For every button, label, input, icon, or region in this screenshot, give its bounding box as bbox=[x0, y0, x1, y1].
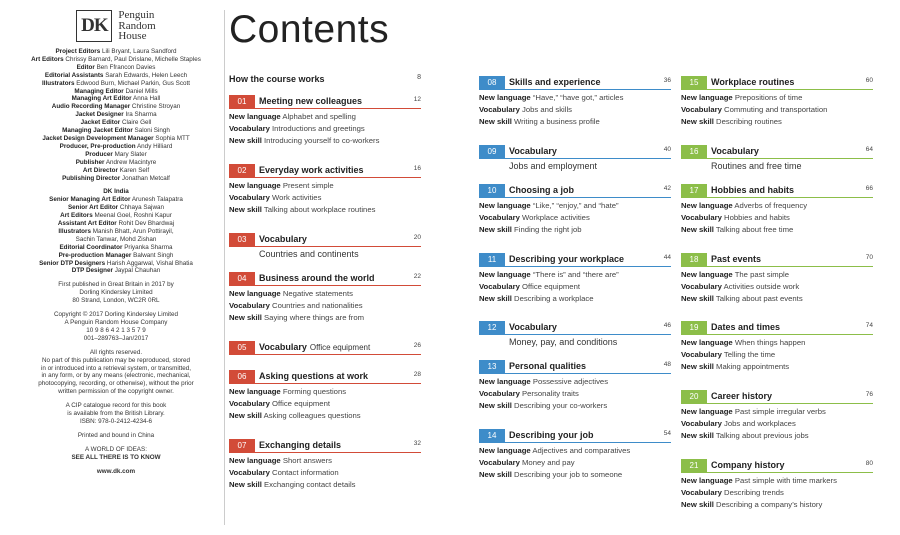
unit-header bbox=[479, 429, 671, 443]
unit-number-badge: 18 bbox=[681, 253, 707, 266]
unit-entry[interactable] bbox=[681, 253, 873, 304]
imprint-line: 10 9 8 6 4 2 1 3 5 7 9 bbox=[86, 326, 146, 334]
new-skill-line: New skill Introducing yourself to co-workers bbox=[229, 135, 380, 145]
unit-page-number: 70 bbox=[865, 254, 873, 262]
imprint-line: A Penguin Random House Company bbox=[64, 319, 168, 326]
credit-line: Illustrators Edwood Burn, Michael Parkin, Gus Scott bbox=[41, 79, 191, 87]
unit-entry[interactable] bbox=[681, 145, 873, 172]
credit-line: Managing Editor Daniel Mills bbox=[74, 87, 158, 95]
credit-line: Jacket Designer Ira Sharma bbox=[75, 111, 157, 119]
credit-line: Art Editors Meenal Goel, Roshni Kapur bbox=[60, 212, 172, 220]
unit-page-number: 22 bbox=[413, 273, 421, 281]
unit-page-number: 42 bbox=[663, 185, 671, 193]
vocabulary-line: Vocabulary Telling the time bbox=[681, 349, 776, 359]
new-skill-line: New skill Exchanging contact details bbox=[229, 479, 356, 489]
unit-header bbox=[229, 439, 421, 453]
new-skill-line: New skill Describing your co-workers bbox=[479, 400, 608, 410]
unit-number-badge: 08 bbox=[479, 76, 505, 89]
rights-block bbox=[14, 349, 218, 396]
credit-line: Editorial Assistants Sarah Edwards, Helen Leech bbox=[44, 71, 188, 79]
imprint-column bbox=[14, 10, 218, 476]
unit-page-number: 80 bbox=[865, 460, 873, 468]
course-intro-entry[interactable] bbox=[229, 74, 421, 84]
unit-title: Workplace routines bbox=[711, 76, 795, 87]
unit-page-number: 54 bbox=[663, 430, 671, 438]
credit-line: Publishing Director Jonathan Metcalf bbox=[62, 174, 170, 182]
credit-line: Editorial Coordinator Priyanka Sharma bbox=[59, 243, 173, 251]
new-language-line: New language Present simple bbox=[229, 181, 334, 190]
new-skill-line: New skill Writing a business profile bbox=[479, 116, 600, 126]
unit-inline-subtitle: Office equipment bbox=[309, 342, 371, 352]
unit-number-badge: 12 bbox=[479, 321, 505, 334]
unit-title: Exchanging details bbox=[259, 439, 342, 450]
unit-header bbox=[229, 164, 421, 178]
unit-number-badge: 11 bbox=[479, 253, 505, 266]
new-language-line: New language Prepositions of time bbox=[681, 93, 803, 102]
new-language-line: New language “Have,” “have got,” articles bbox=[479, 93, 624, 102]
unit-title: Describing your workplace bbox=[509, 253, 625, 264]
vocabulary-line: Vocabulary Countries and nationalities bbox=[229, 300, 363, 310]
new-skill-line: New skill Describing routines bbox=[681, 116, 782, 126]
unit-title: Company history bbox=[711, 459, 785, 470]
unit-page-number: 74 bbox=[865, 322, 873, 330]
new-skill-line: New skill Talking about free time bbox=[681, 224, 794, 234]
vocabulary-subtitle: Routines and free time bbox=[711, 161, 802, 171]
unit-entry[interactable] bbox=[479, 76, 671, 127]
page-title: Contents bbox=[229, 8, 390, 51]
unit-header bbox=[681, 76, 873, 90]
unit-number-badge: 16 bbox=[681, 145, 707, 158]
credit-line: Senior DTP Designers Harish Aggarwal, Vishal Bhatia bbox=[39, 259, 193, 267]
credit-line: Managing Art Editor Anna Hall bbox=[71, 95, 161, 103]
unit-entry[interactable] bbox=[479, 253, 671, 304]
publisher-logo bbox=[14, 10, 218, 42]
unit-title: Meeting new colleagues bbox=[259, 95, 363, 106]
vocabulary-line: Vocabulary Activities outside work bbox=[681, 281, 800, 291]
credit-line: Pre-production Manager Balwant Singh bbox=[58, 251, 174, 259]
vocabulary-line: Vocabulary Work activities bbox=[229, 192, 322, 202]
unit-title: Everyday work activities bbox=[259, 164, 364, 175]
unit-header bbox=[229, 341, 421, 355]
new-language-line: New language Forming questions bbox=[229, 387, 347, 396]
website-link[interactable]: www.dk.com bbox=[96, 467, 136, 475]
imprint-line: No part of this publication may be reproduced, stored bbox=[41, 356, 191, 364]
credit-line: Assistant Art Editor Rohit Dev Bhardwaj bbox=[57, 220, 175, 228]
unit-header bbox=[479, 184, 671, 198]
unit-title: Vocabulary bbox=[259, 341, 307, 352]
credits-india bbox=[14, 196, 218, 275]
unit-header bbox=[229, 272, 421, 286]
unit-entry[interactable] bbox=[229, 164, 421, 215]
unit-entry[interactable] bbox=[479, 360, 671, 411]
credit-line: Managing Jacket Editor Saloni Singh bbox=[62, 127, 170, 135]
unit-title: Skills and experience bbox=[509, 76, 601, 87]
new-language-line: New language “Like,” “enjoy,” and “hate” bbox=[479, 201, 619, 210]
unit-title: Describing your job bbox=[509, 429, 594, 440]
new-language-line: New language When things happen bbox=[681, 338, 806, 347]
unit-entry[interactable] bbox=[229, 370, 421, 421]
credit-line: Jacket Design Development Manager Sophia MTT bbox=[42, 134, 190, 142]
imprint-line: in any form, or by any means (electronic, mechanical, bbox=[41, 372, 191, 380]
unit-entry[interactable] bbox=[229, 341, 421, 355]
credit-line: Jacket Editor Claire Gell bbox=[80, 119, 152, 127]
unit-header bbox=[479, 360, 671, 374]
vocabulary-line: Vocabulary Workplace activities bbox=[479, 212, 590, 222]
unit-number-badge: 04 bbox=[229, 272, 255, 285]
column-divider bbox=[224, 10, 225, 525]
imprint-line: Dorling Kindersley Limited bbox=[79, 289, 153, 297]
vocabulary-line: Vocabulary Introductions and greetings bbox=[229, 123, 365, 133]
credit-line: Audio Recording Manager Christine Stroyan bbox=[51, 103, 181, 111]
unit-number-badge: 06 bbox=[229, 370, 255, 383]
unit-header bbox=[479, 145, 671, 159]
unit-header bbox=[479, 321, 671, 335]
unit-title: Business around the world bbox=[259, 272, 375, 283]
unit-number-badge: 20 bbox=[681, 390, 707, 403]
vocabulary-line: Vocabulary Money and pay bbox=[479, 457, 575, 467]
new-language-line: New language Past simple irregular verbs bbox=[681, 407, 826, 416]
unit-entry[interactable] bbox=[681, 321, 873, 372]
unit-header bbox=[479, 253, 671, 267]
unit-header bbox=[681, 390, 873, 404]
credit-line: DTP Designer Jaypal Chauhan bbox=[71, 267, 161, 275]
first-published bbox=[14, 281, 218, 305]
dk-logo-mark: DK bbox=[76, 10, 112, 42]
unit-entry[interactable] bbox=[229, 272, 421, 323]
unit-number-badge: 17 bbox=[681, 184, 707, 197]
penguin-random-house-wordmark: Penguin Random House bbox=[118, 9, 156, 43]
unit-header bbox=[229, 233, 421, 247]
credit-line: Senior Managing Art Editor Arunesh Talapatra bbox=[49, 196, 183, 204]
credits-india-heading: DK India bbox=[103, 188, 129, 196]
unit-page-number: 26 bbox=[413, 342, 421, 350]
printed-in: Printed and bound in China bbox=[77, 431, 155, 439]
course-intro-page: 8 bbox=[417, 74, 421, 81]
unit-page-number: 40 bbox=[663, 146, 671, 154]
imprint-line: Copyright © 2017 Dorling Kindersley Limited bbox=[54, 311, 178, 319]
unit-page-number: 44 bbox=[663, 254, 671, 262]
unit-title: Vocabulary bbox=[711, 145, 759, 156]
imprint-line: All rights reserved. bbox=[89, 348, 143, 356]
unit-title: Hobbies and habits bbox=[711, 184, 795, 195]
credit-line: Art Director Karen Self bbox=[82, 166, 150, 174]
vocabulary-line: Vocabulary Hobbies and habits bbox=[681, 212, 790, 222]
unit-entry[interactable] bbox=[681, 459, 873, 510]
new-language-line: New language Adjectives and comparatives bbox=[479, 446, 631, 455]
vocabulary-line: Vocabulary Commuting and transportation bbox=[681, 104, 828, 114]
vocabulary-line: Vocabulary Personality traits bbox=[479, 388, 579, 398]
unit-number-badge: 05 bbox=[229, 341, 255, 354]
unit-page-number: 36 bbox=[663, 77, 671, 85]
unit-entry[interactable] bbox=[229, 95, 421, 146]
unit-entry[interactable] bbox=[479, 429, 671, 480]
unit-title: Career history bbox=[711, 390, 773, 401]
vocabulary-subtitle: Money, pay, and conditions bbox=[509, 337, 618, 347]
new-language-line: New language Short answers bbox=[229, 456, 332, 465]
world-tagline: A WORLD OF IDEAS: bbox=[85, 445, 147, 453]
new-language-line: New language “There is” and “there are” bbox=[479, 270, 619, 279]
unit-page-number: 28 bbox=[413, 371, 421, 379]
new-skill-line: New skill Asking colleagues questions bbox=[229, 410, 361, 420]
unit-header bbox=[229, 370, 421, 384]
vocabulary-subtitle: Jobs and employment bbox=[509, 161, 598, 171]
unit-page-number: 60 bbox=[865, 77, 873, 85]
imprint-line: is available from the British Library. bbox=[67, 410, 165, 418]
credit-line: Project Editors Lili Bryant, Laura Sandford bbox=[55, 48, 177, 55]
unit-page-number: 20 bbox=[413, 234, 421, 242]
unit-page-number: 48 bbox=[663, 361, 671, 369]
unit-number-badge: 19 bbox=[681, 321, 707, 334]
imprint-line: ISBN: 978-0-2412-4234-6 bbox=[79, 417, 153, 425]
unit-title: Vocabulary bbox=[509, 321, 557, 332]
vocabulary-line: Vocabulary Office equipment bbox=[479, 281, 580, 291]
unit-title: Vocabulary bbox=[259, 233, 307, 244]
unit-page-number: 76 bbox=[865, 391, 873, 399]
imprint-line: First published in Great Britain in 2017 by bbox=[58, 281, 174, 289]
unit-title: Personal qualities bbox=[509, 360, 587, 371]
unit-header bbox=[681, 184, 873, 198]
unit-header bbox=[479, 76, 671, 90]
imprint-line: 001–289763–Jan/2017 bbox=[83, 334, 149, 342]
new-skill-line: New skill Saying where things are from bbox=[229, 312, 365, 322]
vocabulary-line: Vocabulary Jobs and skills bbox=[479, 104, 573, 114]
credit-line: Producer Mary Slater bbox=[85, 150, 147, 158]
unit-entry[interactable] bbox=[229, 233, 421, 260]
unit-title: Choosing a job bbox=[509, 184, 574, 195]
credit-line: Illustrators Manish Bhatt, Arun Pottirayil, bbox=[58, 227, 174, 235]
imprint-line: in or introduced into a retrieval system, or transmitted, bbox=[40, 364, 192, 372]
unit-header bbox=[681, 459, 873, 473]
credit-line: Producer, Pre-production Andy Hilliard bbox=[59, 142, 173, 150]
new-language-line: New language Alphabet and spelling bbox=[229, 112, 356, 121]
copyright-block bbox=[14, 311, 218, 343]
unit-number-badge: 02 bbox=[229, 164, 255, 177]
unit-header bbox=[681, 253, 873, 267]
unit-title: Dates and times bbox=[711, 321, 781, 332]
course-intro-label: How the course works bbox=[229, 74, 325, 84]
credit-line: Art Editors Chrissy Barnard, Paul Drislane, Michelle Staples bbox=[31, 55, 201, 63]
imprint-line: 80 Strand, London, WC2R 0RL bbox=[72, 297, 160, 305]
unit-number-badge: 15 bbox=[681, 76, 707, 89]
unit-entry[interactable] bbox=[681, 390, 873, 441]
credit-line: Sachin Tanwar, Mohd Zishan bbox=[75, 235, 157, 243]
unit-page-number: 46 bbox=[663, 322, 671, 330]
new-skill-line: New skill Talking about workplace routines bbox=[229, 204, 376, 214]
unit-entry[interactable] bbox=[479, 184, 671, 235]
unit-number-badge: 03 bbox=[229, 233, 255, 246]
unit-entry[interactable] bbox=[681, 76, 873, 127]
unit-title: Asking questions at work bbox=[259, 370, 369, 381]
unit-number-badge: 14 bbox=[479, 429, 505, 442]
credit-line: Editor Ben Ffrancon Davies bbox=[76, 63, 156, 71]
credits-uk bbox=[14, 48, 218, 182]
new-language-line: New language Possessive adjectives bbox=[479, 377, 609, 386]
cip-block bbox=[14, 402, 218, 426]
unit-page-number: 32 bbox=[413, 440, 421, 448]
new-language-line: New language Past simple with time markers bbox=[681, 476, 837, 485]
unit-page-number: 64 bbox=[865, 146, 873, 154]
unit-entry[interactable] bbox=[479, 321, 671, 348]
new-language-line: New language Negative statements bbox=[229, 289, 353, 298]
unit-number-badge: 13 bbox=[479, 360, 505, 373]
unit-entry[interactable] bbox=[681, 184, 873, 235]
vocabulary-line: Vocabulary Jobs and workplaces bbox=[681, 418, 796, 428]
imprint-line: written permission of the copyright owner. bbox=[58, 388, 174, 396]
vocabulary-line: Vocabulary Contact information bbox=[229, 467, 339, 477]
unit-number-badge: 01 bbox=[229, 95, 255, 108]
new-skill-line: New skill Describing a company’s history bbox=[681, 499, 823, 509]
imprint-line: photocopying, recording, or otherwise), without the prior bbox=[38, 380, 194, 388]
world-tagline-2: SEE ALL THERE IS TO KNOW bbox=[71, 453, 161, 461]
new-skill-line: New skill Talking about past events bbox=[681, 293, 803, 303]
vocabulary-line: Vocabulary Describing trends bbox=[681, 487, 784, 497]
unit-title: Vocabulary bbox=[509, 145, 557, 156]
unit-number-badge: 21 bbox=[681, 459, 707, 472]
unit-entry[interactable] bbox=[479, 145, 671, 172]
new-language-line: New language The past simple bbox=[681, 270, 789, 279]
new-skill-line: New skill Describing your job to someone bbox=[479, 469, 623, 479]
unit-page-number: 12 bbox=[413, 96, 421, 104]
unit-title: Past events bbox=[711, 253, 762, 264]
vocabulary-subtitle: Countries and continents bbox=[259, 249, 359, 259]
unit-header bbox=[229, 95, 421, 109]
unit-header bbox=[681, 321, 873, 335]
unit-page-number: 66 bbox=[865, 185, 873, 193]
new-skill-line: New skill Talking about previous jobs bbox=[681, 430, 809, 440]
unit-number-badge: 10 bbox=[479, 184, 505, 197]
new-skill-line: New skill Making appointments bbox=[681, 361, 790, 371]
new-language-line: New language Adverbs of frequency bbox=[681, 201, 808, 210]
unit-number-badge: 09 bbox=[479, 145, 505, 158]
credit-line: Senior Art Editor Chhaya Sajwan bbox=[67, 204, 164, 212]
unit-header bbox=[681, 145, 873, 159]
unit-page-number: 16 bbox=[413, 165, 421, 173]
credit-line: Publisher Andrew Macintyre bbox=[75, 158, 157, 166]
unit-entry[interactable] bbox=[229, 439, 421, 490]
new-skill-line: New skill Describing a workplace bbox=[479, 293, 594, 303]
imprint-line: A CIP catalogue record for this book bbox=[65, 402, 167, 410]
unit-number-badge: 07 bbox=[229, 439, 255, 452]
new-skill-line: New skill Finding the right job bbox=[479, 224, 582, 234]
vocabulary-line: Vocabulary Office equipment bbox=[229, 398, 330, 408]
